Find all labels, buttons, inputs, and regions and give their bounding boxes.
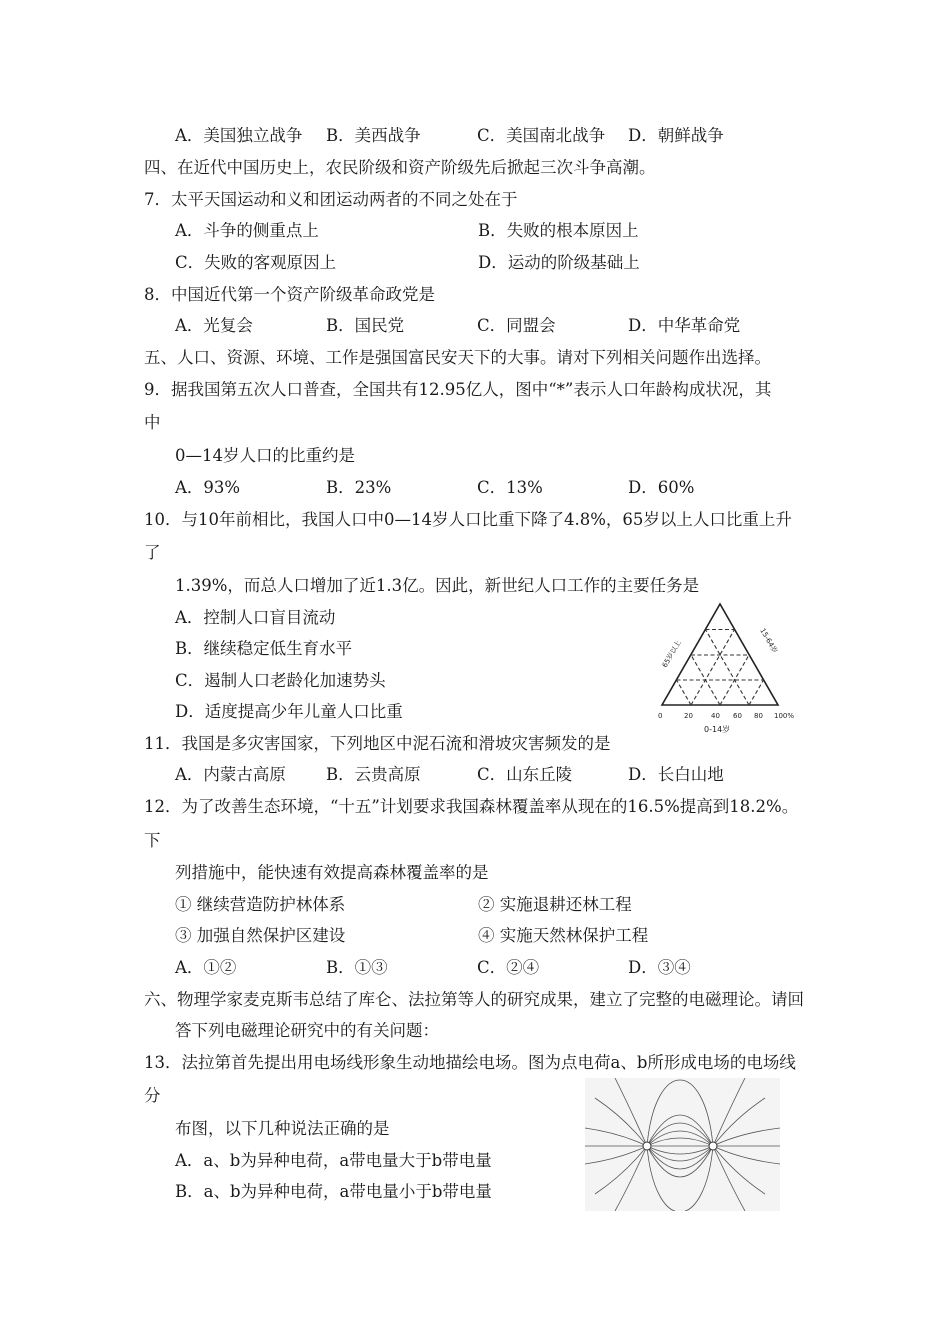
q12-options (175, 958, 779, 978)
q7-stem: 7．太平天国运动和义和团运动两者的不同之处在于 (144, 190, 518, 209)
q12-items-row2 (175, 926, 781, 946)
population-triangle-figure (648, 590, 800, 740)
q11-option-b: B．云贵高原 (326, 765, 421, 784)
q7-option-c: C．失败的客观原因上 (175, 253, 337, 272)
q13-option-b: B．a、b为异种电荷，a带电量小于b带电量 (175, 1182, 492, 1201)
q9-option-c: C．13% (477, 478, 543, 497)
q10-option-b: B．继续稳定低生育水平 (175, 639, 353, 658)
right-axis-label: 15-64岁 (758, 627, 779, 655)
q11-stem: 11．我国是多灾害国家，下列地区中泥石流和滑坡灾害频发的是 (144, 734, 611, 753)
section-4-heading: 四、在近代中国历史上，农民阶级和资产阶级先后掀起三次斗争高潮。 (144, 158, 656, 177)
q12-stem-line2: 下 (144, 831, 161, 850)
bottom-axis-label: 0-14岁 (704, 725, 731, 734)
q12-option-a: A．①② (175, 958, 237, 977)
q8-option-b: B．国民党 (326, 316, 405, 335)
tick-20: 20 (684, 712, 693, 720)
q8-options (175, 316, 779, 336)
section-6-heading-line1: 六、物理学家麦克斯韦总结了库仑、法拉第等人的研究成果，建立了完整的电磁理论。请回 (144, 990, 804, 1009)
q6-option-b: B．美西战争 (326, 126, 421, 145)
q12-stem-line3: 列措施中，能快速有效提高森林覆盖率的是 (175, 863, 489, 882)
electric-field-lines-figure (585, 1078, 780, 1211)
q7-option-d: D．运动的阶级基础上 (478, 253, 640, 272)
q9-option-d: D．60% (628, 478, 695, 497)
q12-item-4: ④ 实施天然林保护工程 (478, 926, 649, 945)
q9-option-b: B．23% (326, 478, 392, 497)
left-axis-label: 65岁以上 (660, 639, 683, 669)
q10-stem-line3: 1.39%，而总人口增加了近1.3亿。因此，新世纪人口工作的主要任务是 (175, 576, 700, 595)
q6-options (175, 126, 779, 146)
tick-60: 60 (733, 712, 742, 720)
q8-option-d: D．中华革命党 (628, 316, 741, 335)
q7-option-a: A．斗争的侧重点上 (175, 221, 319, 240)
tick-100: 100% (774, 712, 795, 720)
triangle-grid (677, 630, 764, 706)
q6-option-c: C．美国南北战争 (477, 126, 606, 145)
q6-option-a: A．美国独立战争 (175, 126, 303, 145)
q11-option-d: D．长白山地 (628, 765, 724, 784)
q7-options-row2 (175, 253, 781, 273)
section-5-heading: 五、人口、资源、环境、工作是强国富民安天下的大事。请对下列相关问题作出选择。 (144, 348, 771, 367)
q10-option-c: C．遏制人口老龄化加速势头 (175, 671, 386, 690)
charge-b (709, 1142, 717, 1150)
q12-item-1: ① 继续营造防护林体系 (175, 895, 346, 914)
q9-options (175, 478, 779, 498)
q10-option-d: D．适度提高少年儿童人口比重 (175, 702, 403, 721)
q7-options-row1 (175, 221, 781, 241)
q12-option-c: C．②④ (477, 958, 540, 977)
q12-item-2: ② 实施退耕还林工程 (478, 895, 632, 914)
field-figure-background (585, 1078, 780, 1211)
tick-80: 80 (754, 712, 763, 720)
q13-stem-line2: 分 (144, 1086, 161, 1105)
q13-stem-line3: 布图，以下几种说法正确的是 (175, 1119, 390, 1138)
q9-stem-line3: 0—14岁人口的比重约是 (175, 446, 355, 465)
q10-stem-line2: 了 (144, 543, 161, 562)
q11-options (175, 765, 779, 785)
q8-option-a: A．光复会 (175, 316, 253, 335)
charge-a (643, 1142, 651, 1150)
q7-option-b: B．失败的根本原因上 (478, 221, 639, 240)
q8-stem: 8．中国近代第一个资产阶级革命政党是 (144, 285, 435, 304)
q12-item-3: ③ 加强自然保护区建设 (175, 926, 346, 945)
q8-option-c: C．同盟会 (477, 316, 556, 335)
q10-option-a: A．控制人口盲目流动 (175, 608, 336, 627)
q13-stem-line1: 13．法拉第首先提出用电场线形象生动地描绘电场。图为点电荷a、b所形成电场的电场线 (144, 1053, 796, 1072)
q12-items-row1 (175, 895, 781, 915)
tick-40: 40 (711, 712, 720, 720)
q12-option-b: B．①③ (326, 958, 388, 977)
q12-option-d: D．③④ (628, 958, 691, 977)
q9-option-a: A．93% (175, 478, 241, 497)
q9-stem-line1: 9．据我国第五次人口普查，全国共有12.95亿人，图中“*”表示人口年龄构成状况，其 (144, 380, 772, 399)
q11-option-a: A．内蒙古高原 (175, 765, 286, 784)
q6-option-d: D．朝鲜战争 (628, 126, 724, 145)
q12-stem-line1: 12．为了改善生态环境，“十五”计划要求我国森林覆盖率从现在的16.5%提高到18.2%。 (144, 797, 799, 816)
q9-stem-line2: 中 (144, 413, 161, 432)
q11-option-c: C．山东丘陵 (477, 765, 573, 784)
section-6-heading-line2: 答下列电磁理论研究中的有关问题： (175, 1021, 439, 1040)
q13-option-a: A．a、b为异种电荷，a带电量大于b带电量 (175, 1151, 492, 1170)
q10-stem-line1: 10．与10年前相比，我国人口中0—14岁人口比重下降了4.8%，65岁以上人口比重上升 (144, 510, 792, 529)
tick-0: 0 (658, 712, 663, 720)
